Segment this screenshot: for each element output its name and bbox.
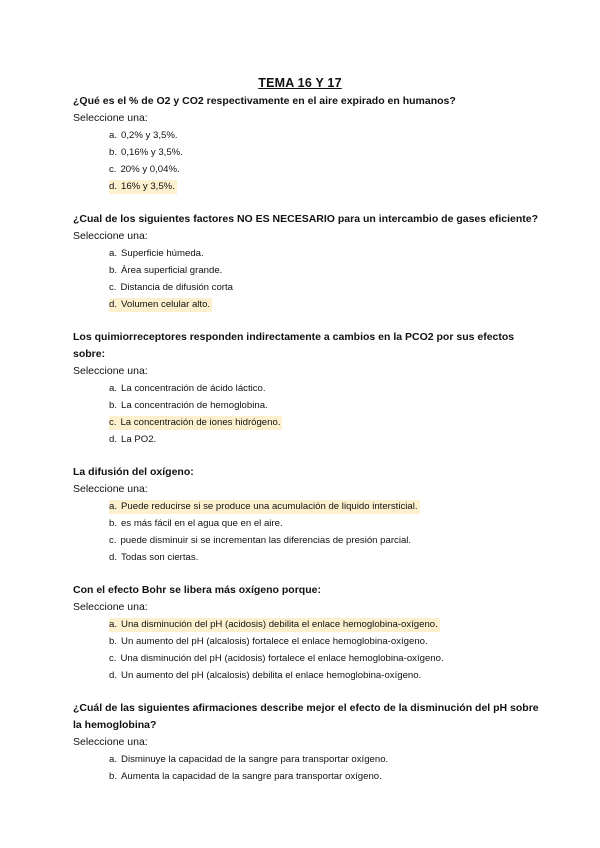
- option-letter: d.: [109, 434, 118, 445]
- option-text: 16% y 3,5%.: [121, 181, 175, 192]
- option-text: Distancia de difusión corta: [120, 282, 233, 293]
- option-text: Superficie húmeda.: [121, 248, 204, 259]
- question-6: [73, 700, 543, 785]
- question-1: [73, 93, 543, 195]
- option-b[interactable]: [109, 515, 543, 532]
- option-b[interactable]: [109, 262, 543, 279]
- option-letter: c.: [109, 653, 117, 664]
- option-a[interactable]: [109, 380, 543, 397]
- option-letter: b.: [109, 400, 118, 411]
- question-3: [73, 329, 543, 448]
- option-text: 0,2% y 3,5%.: [121, 130, 178, 141]
- question-text: ¿Cual de los siguientes factores NO ES NECESARIO para un intercambio de gases eficiente?: [73, 213, 539, 225]
- option-letter: d.: [109, 181, 118, 192]
- option-letter: a.: [109, 130, 118, 141]
- option-text: Volumen celular alto.: [121, 299, 211, 310]
- option-letter: c.: [109, 164, 117, 175]
- option-c[interactable]: [109, 650, 543, 667]
- option-c[interactable]: [109, 532, 543, 549]
- option-d[interactable]: [109, 667, 543, 684]
- question-prompt: Seleccione una:: [73, 112, 148, 124]
- option-letter: b.: [109, 771, 118, 782]
- option-text: Una disminución del pH (acidosis) fortalece el enlace hemoglobina-oxígeno.: [120, 653, 444, 664]
- page-title: TEMA 16 Y 17: [258, 76, 342, 90]
- option-b[interactable]: [109, 397, 543, 414]
- option-text: Puede reducirse si se produce una acumulación de liquido intersticial.: [121, 501, 418, 512]
- option-b[interactable]: [109, 768, 543, 785]
- question-5: [73, 582, 543, 684]
- question-prompt: Seleccione una:: [73, 483, 148, 495]
- option-list: [73, 127, 543, 195]
- option-letter: c.: [109, 417, 117, 428]
- question-text: La difusión del oxígeno:: [73, 466, 194, 478]
- option-text: La PO2.: [121, 434, 157, 445]
- question-2: [73, 211, 543, 313]
- option-text: Una disminución del pH (acidosis) debilita el enlace hemoglobina-oxígeno.: [121, 619, 438, 630]
- question-text: ¿Cuál de las siguientes afirmaciones describe mejor el efecto de la disminución del pH sobre la hemoglobina?: [73, 702, 539, 731]
- option-d[interactable]: [109, 178, 543, 195]
- option-letter: a.: [109, 383, 118, 394]
- option-text: 0,16% y 3,5%.: [121, 147, 183, 158]
- option-c[interactable]: [109, 161, 543, 178]
- option-a[interactable]: [109, 127, 543, 144]
- question-prompt: Seleccione una:: [73, 365, 148, 377]
- option-letter: b.: [109, 265, 118, 276]
- question-prompt: Seleccione una:: [73, 601, 148, 613]
- option-text: Área superficial grande.: [121, 265, 223, 276]
- option-c[interactable]: [109, 279, 543, 296]
- option-text: Disminuye la capacidad de la sangre para transportar oxígeno.: [121, 754, 389, 765]
- question-text: ¿Qué es el % de O2 y CO2 respectivamente en el aire expirado en humanos?: [73, 95, 456, 107]
- option-letter: c.: [109, 282, 117, 293]
- option-text: Un aumento del pH (alcalosis) fortalece el enlace hemoglobina-oxígeno.: [121, 636, 428, 647]
- question-text: Los quimiorreceptores responden indirectamente a cambios en la PCO2 por sus efectos sobre:: [73, 331, 515, 360]
- option-d[interactable]: [109, 296, 543, 313]
- option-text: es más fácil en el agua que en el aire.: [121, 518, 283, 529]
- option-letter: d.: [109, 670, 118, 681]
- option-list: [73, 751, 543, 785]
- option-text: La concentración de ácido láctico.: [121, 383, 266, 394]
- option-list: [73, 245, 543, 313]
- option-letter: a.: [109, 754, 118, 765]
- option-text: Todas son ciertas.: [121, 552, 199, 563]
- option-letter: b.: [109, 518, 118, 529]
- option-letter: a.: [109, 619, 118, 630]
- option-d[interactable]: [109, 549, 543, 566]
- option-text: Aumenta la capacidad de la sangre para transportar oxígeno.: [121, 771, 382, 782]
- question-prompt: Seleccione una:: [73, 230, 148, 242]
- option-letter: b.: [109, 636, 118, 647]
- option-a[interactable]: [109, 751, 543, 768]
- option-letter: b.: [109, 147, 118, 158]
- option-letter: d.: [109, 552, 118, 563]
- option-a[interactable]: [109, 616, 543, 633]
- option-text: puede disminuir si se incrementan las diferencias de presión parcial.: [120, 535, 412, 546]
- option-text: La concentración de hemoglobina.: [121, 400, 268, 411]
- option-b[interactable]: [109, 144, 543, 161]
- question-list: [73, 93, 543, 801]
- option-a[interactable]: [109, 498, 543, 515]
- option-d[interactable]: [109, 431, 543, 448]
- option-letter: a.: [109, 248, 118, 259]
- option-b[interactable]: [109, 633, 543, 650]
- option-letter: c.: [109, 535, 117, 546]
- option-text: Un aumento del pH (alcalosis) debilita el enlace hemoglobina-oxígeno.: [121, 670, 422, 681]
- option-text: La concentración de iones hidrógeno.: [120, 417, 281, 428]
- option-list: [73, 498, 543, 566]
- option-a[interactable]: [109, 245, 543, 262]
- question-text: Con el efecto Bohr se libera más oxígeno porque:: [73, 584, 321, 596]
- option-text: 20% y 0,04%.: [120, 164, 180, 175]
- question-prompt: Seleccione una:: [73, 736, 148, 748]
- option-list: [73, 380, 543, 448]
- option-letter: a.: [109, 501, 118, 512]
- option-letter: d.: [109, 299, 118, 310]
- question-4: [73, 464, 543, 566]
- option-list: [73, 616, 543, 684]
- option-c[interactable]: [109, 414, 543, 431]
